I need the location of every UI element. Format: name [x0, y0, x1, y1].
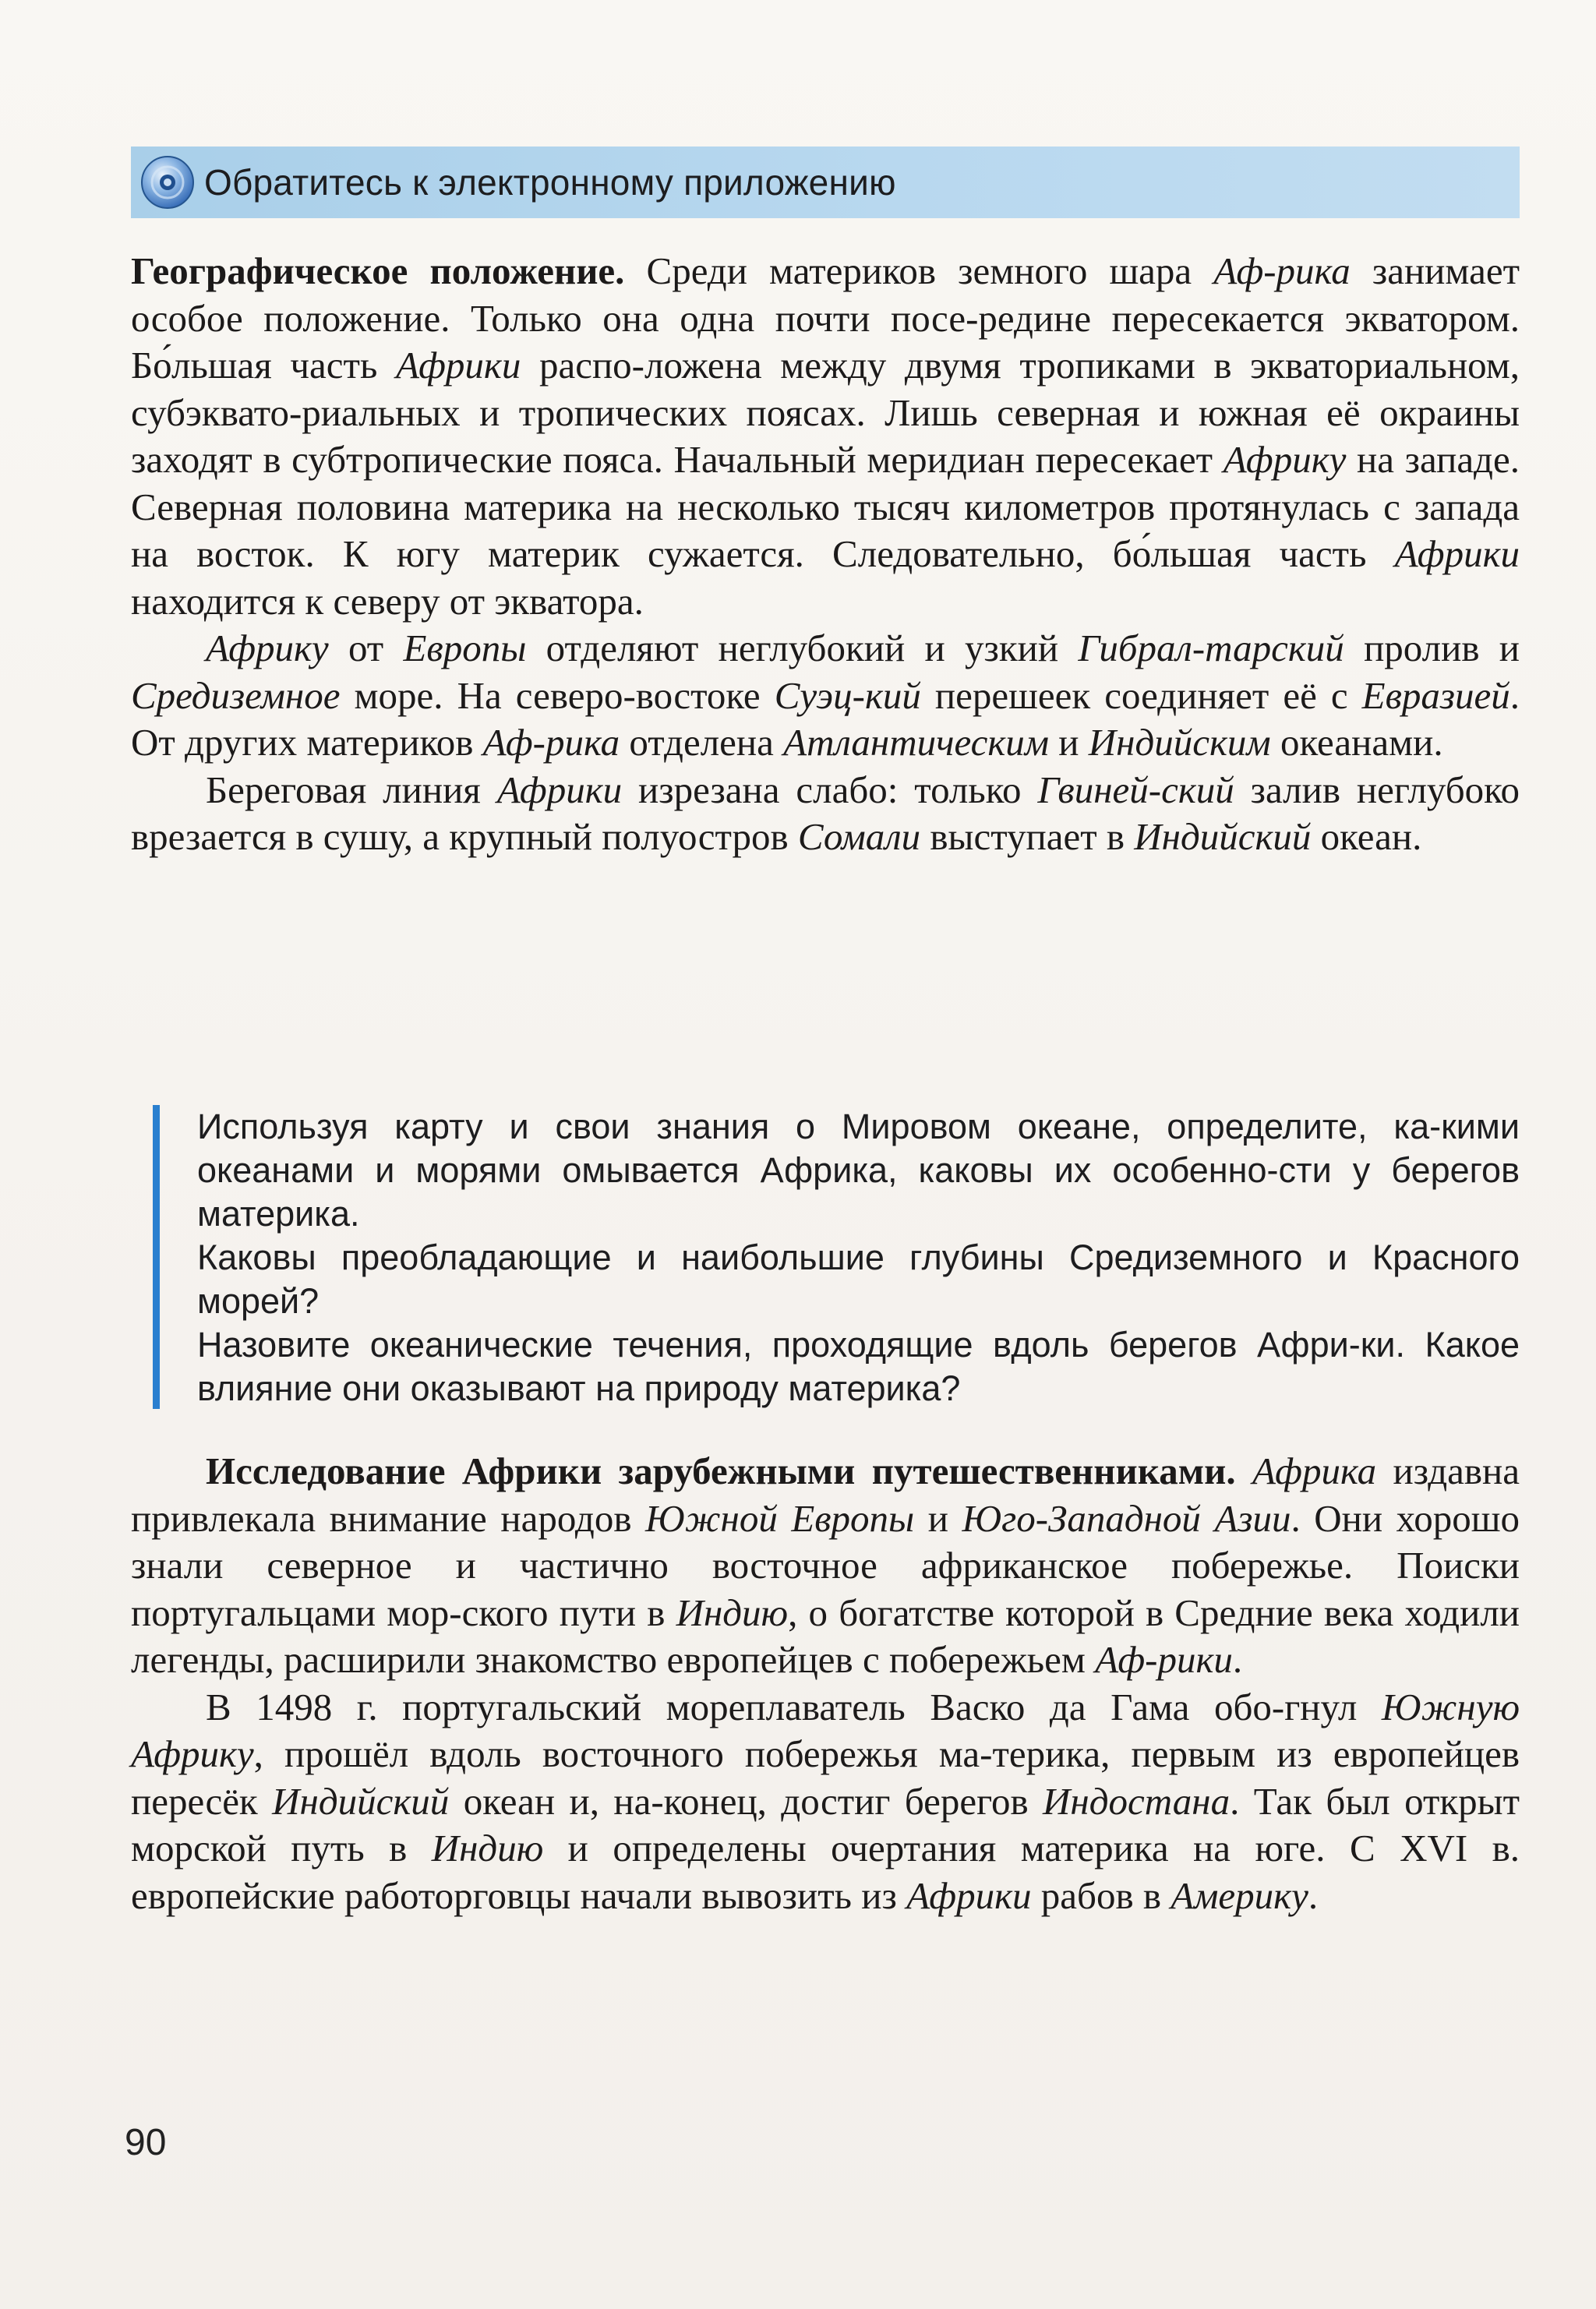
text-run: перешеек соединяет её с: [920, 673, 1362, 717]
electronic-supplement-banner[interactable]: [131, 147, 1520, 218]
text-run: изрезана слабо: только: [622, 768, 1038, 811]
text-run: издавна привлекала внимание народов: [131, 1449, 1520, 1540]
text-run: океан.: [1311, 815, 1422, 858]
italic-term: Африки: [496, 768, 623, 811]
paragraph-exploration: [131, 1448, 1520, 1684]
text-run: .: [1308, 1873, 1319, 1917]
italic-term: Африка: [1252, 1449, 1377, 1492]
text-run: пролив и: [1344, 627, 1520, 669]
italic-term: Суэц-кий: [774, 673, 921, 717]
italic-term: Гибрал-тарский: [1078, 627, 1344, 669]
italic-term: Индию: [676, 1591, 789, 1634]
italic-term: Индийский: [1134, 815, 1312, 858]
text-run: и: [1049, 721, 1089, 764]
italic-term: Сомали: [797, 815, 921, 858]
text-run: море. На северо-востоке: [340, 673, 775, 717]
text-run: , прошёл вдоль восточного побережья ма-терика, первым из европейцев пересёк: [131, 1732, 1520, 1823]
paragraph-coastline: [131, 767, 1520, 861]
text-run: Среди материков земного шара: [624, 249, 1214, 292]
italic-term: Юго-Западной Азии: [962, 1496, 1291, 1540]
text-run: Береговая линия: [206, 768, 497, 811]
text-run: , о богатстве которой в Средние века ходили легенды, расширили знакомство европейцев с побережьем: [131, 1591, 1520, 1681]
italic-term: Аф-рика: [1213, 249, 1351, 292]
italic-term: Южной Европы: [645, 1496, 915, 1540]
text-run: рабов в: [1031, 1873, 1171, 1917]
italic-term: Аф-рики: [1095, 1638, 1233, 1681]
text-run: на западе. Северная половина материка на несколько тысяч километров протянулась с запада на восток. К югу материк сужается. Следовательно, бо́льшая часть: [131, 438, 1520, 575]
text-run: океан и, на-конец, достиг берегов: [449, 1779, 1043, 1823]
text-run: [1236, 1449, 1252, 1492]
italic-term: Африки: [395, 344, 521, 387]
italic-term: Индийский: [272, 1779, 450, 1823]
text-run: находится к северу от экватора.: [131, 579, 644, 623]
text-run: В 1498 г. португальский мореплаватель Васко да Гама обо-гнул: [206, 1685, 1382, 1728]
text-run: занимает особое положение. Только она одна почти посе-редине пересекается экватором. Бо́льшая часть: [131, 249, 1520, 387]
italic-term: Южную Африку: [131, 1685, 1520, 1775]
italic-term: Африку: [1223, 438, 1347, 481]
italic-term: Индийским: [1088, 721, 1271, 764]
banner-label: Обратитесь к электронному приложению: [204, 162, 896, 203]
italic-term: Африку: [206, 627, 329, 669]
question-currents: Назовите океанические течения, проходящие вдоль берегов Афри-ки. Какое влияние они оказывают на природу материка?: [197, 1325, 1520, 1408]
question-sea-depths: Каковы преобладающие и наибольшие глубины Средиземного и Красного морей?: [197, 1237, 1520, 1321]
italic-term: Атлантическим: [783, 721, 1050, 764]
heading-run: Географическое положение.: [131, 249, 625, 292]
text-run: . Они хорошо знали северное и частично восточное африканское побережье. Поиски португальцами мор-ского пути в: [131, 1496, 1520, 1634]
text-run: .: [1232, 1638, 1243, 1681]
text-run: океанами.: [1270, 721, 1443, 764]
text-run: . От других материков: [131, 673, 1520, 764]
question-oceans: Используя карту и свои знания о Мировом океане, определите, ка-кими океанами и морями омывается Африка, каковы их особенно-сти у берегов материка.: [197, 1107, 1520, 1234]
text-run: распо-ложена между двумя тропиками в экваториальном, субэквато-риальных и тропических поясах. Лишь северная и южная её окраины заходят в субтропические пояса. Начальный меридиан пересекает: [131, 344, 1520, 481]
section-geographic-position: [131, 248, 1520, 861]
italic-term: Африки: [1394, 532, 1520, 575]
italic-term: Индостана: [1043, 1779, 1231, 1823]
italic-term: Аф-рика: [482, 721, 620, 764]
italic-term: Средиземное: [131, 673, 341, 717]
paragraph-geographic-position: [131, 248, 1520, 625]
heading-run: Исследование Африки зарубежными путешественниками.: [206, 1449, 1236, 1492]
italic-term: Евразией: [1361, 673, 1510, 717]
text-run: и: [914, 1496, 962, 1540]
paragraph-neighbours: [131, 625, 1520, 767]
page-number: 90: [125, 2122, 167, 2163]
text-run: и определены очертания материка на юге. С XVI в. европейские работорговцы начали вывозить из: [131, 1827, 1520, 1917]
cd-disc-icon: [140, 155, 195, 210]
italic-term: Индию: [431, 1827, 544, 1869]
text-run: отделена: [620, 721, 784, 764]
paragraph-vasco-da-gama: [131, 1684, 1520, 1920]
text-run: отделяют неглубокий и узкий: [526, 627, 1079, 669]
text-run: . Так был открыт морской путь в: [131, 1779, 1520, 1869]
text-run: от: [328, 627, 404, 669]
italic-term: Гвиней-ский: [1037, 768, 1234, 811]
italic-term: Америку: [1171, 1873, 1308, 1917]
text-run: залив неглубоко врезается в сушу, а крупный полуостров: [131, 768, 1520, 858]
text-run: выступает в: [920, 815, 1135, 858]
italic-term: Африки: [906, 1873, 1032, 1917]
italic-term: Европы: [403, 627, 527, 669]
section-exploration: [131, 1448, 1520, 1919]
questions-block: [153, 1105, 1520, 1409]
